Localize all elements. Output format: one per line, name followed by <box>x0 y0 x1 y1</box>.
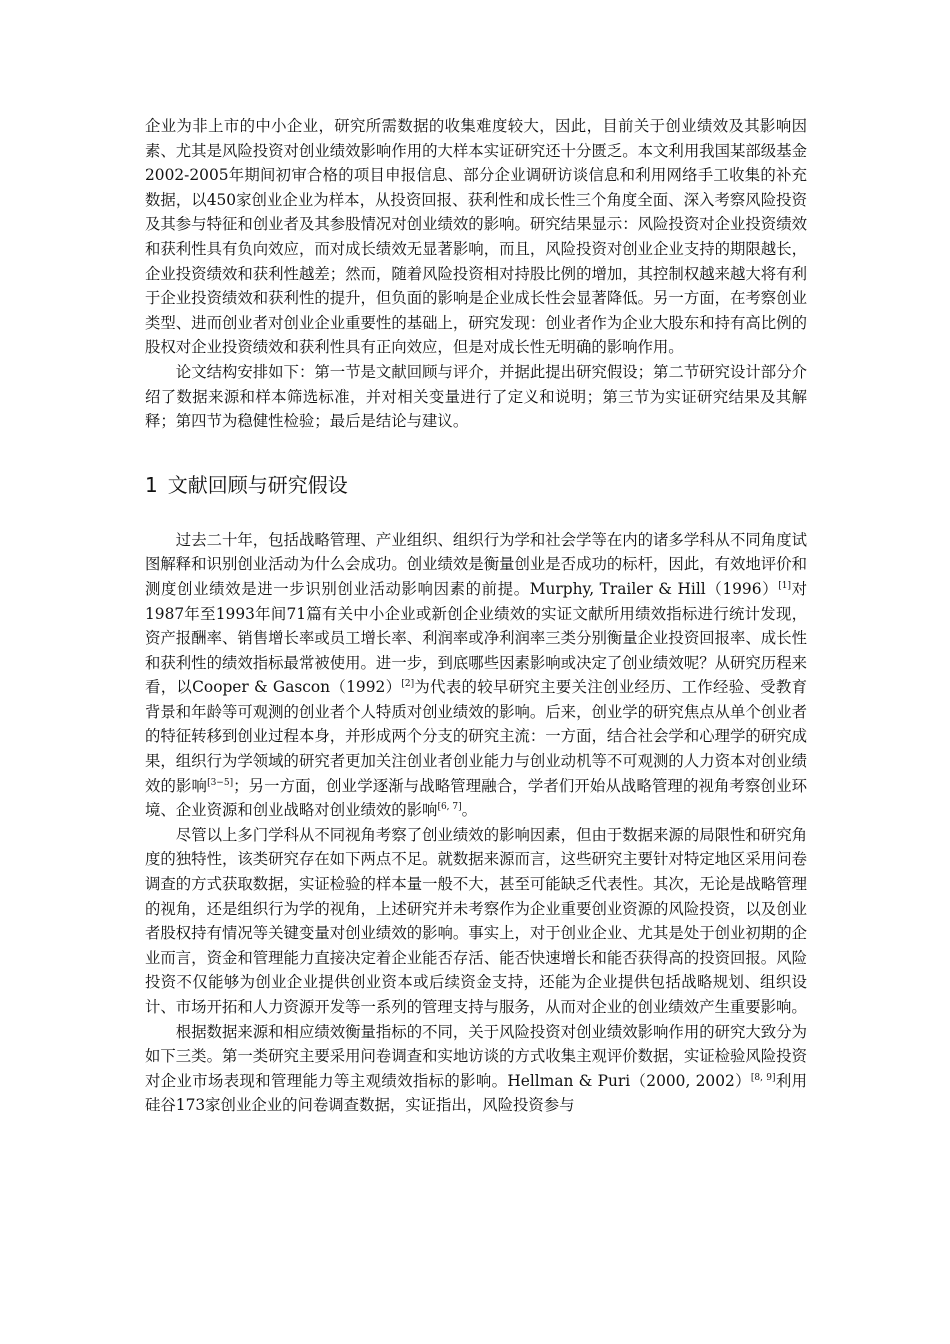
citation: [2] <box>401 679 415 690</box>
text-run: 利用硅谷173家创业企业的问卷调查数据，实证指出，风险投资参与 <box>145 1071 807 1115</box>
paper-page <box>145 114 807 1118</box>
section-heading <box>145 471 807 499</box>
body-paragraph-2: 尽管以上多门学科从不同视角考察了创业绩效的影响因素，但由于数据来源的局限性和研究角度的独特性，该类研究存在如下两点不足。就数据来源而言，这些研究主要针对特定地区采用问卷调查的方式获取数据，实证检验的样本量一般不大，甚至可能缺乏代表性。其次，无论是战略管理的视角，还是组织行为学的视角，上述研究并未考察作为企业重要创业资源的风险投资，以及创业者股权持有情况等关键变量对创业绩效的影响。事实上，对于创业企业、尤其是处于创业初期的企业而言，资金和管理能力直接决定着企业能否存活、能否快速增长和能否获得高的投资回报。风险投资不仅能够为创业企业提供创业资本或后续资金支持，还能为企业提供包括战略规划、组织设计、市场开拓和人力资源开发等一系列的管理支持与服务，从而对企业的创业绩效产生重要影响。 <box>145 825 807 1016</box>
text-run: ；另一方面，创业学逐渐与战略管理融合，学者们开始从战略管理的视角考察创业环境、企业资源和创业战略对创业绩效的影响 <box>145 776 807 820</box>
text-run: 为代表的较早研究主要关注创业经历、工作经验、受教育背景和年龄等可观测的创业者个人特质对创业绩效的影响。后来，创业学的研究焦点从单个创业者的特征转移到创业过程本身，并形成两个分支的研究主流：一方面，结合社会学和心理学的研究成果，组织行为学领域的研究者更加关注创业者创业能力与创业动机等不可观测的人力资本对创业绩效的影响 <box>145 678 807 795</box>
text-run: 根据数据来源和相应绩效衡量指标的不同，关于风险投资对创业绩效影响作用的研究大致分为如下三类。第一类研究主要采用问卷调查和实地访谈的方式收集主观评价数据，实证检验风险投资对企业市场表现和管理能力等主观绩效指标的影响。Hellman & Puri（2000, 2002） <box>145 1022 807 1090</box>
citation: [1] <box>778 580 791 591</box>
section-title: 文献回顾与研究假设 <box>167 472 348 497</box>
text-run: 过去二十年，包括战略管理、产业组织、组织行为学和社会学等在内的诸多学科从不同角度试图解释和识别创业活动为什么会成功。创业绩效是衡量创业是否成功的标杆，因此，有效地评价和测度创业绩效是进一步识别创业活动影响因素的前提。Murphy, Trailer & Hill（1996） <box>145 530 807 598</box>
section-number: 1 <box>145 472 158 497</box>
text-run: 。 <box>461 801 478 820</box>
citation: [6, 7] <box>437 802 462 813</box>
text-run: 对1987年至1993年间71篇有关中小企业或新创企业绩效的实证文献所用绩效指标进行统计发现，资产报酬率、销售增长率或员工增长率、利润率或净利润率三类分别衡量企业投资回报率、成长性和获利性的绩效指标最常被使用。进一步，到底哪些因素影响或决定了创业绩效呢？从研究历程来看，以Cooper & Gascon（1992） <box>145 579 807 697</box>
citation: [3−5] <box>207 777 234 788</box>
body-paragraph-3 <box>145 1020 807 1118</box>
body-paragraph-1 <box>145 528 807 823</box>
intro-paragraph-2: 论文结构安排如下：第一节是文献回顾与评介，并据此提出研究假设；第二节研究设计部分介绍了数据来源和样本筛选标准，并对相关变量进行了定义和说明；第三节为实证研究结果及其解释；第四节为稳健性检验；最后是结论与建议。 <box>145 362 807 431</box>
intro-paragraph-1: 企业为非上市的中小企业，研究所需数据的收集难度较大，因此，目前关于创业绩效及其影响因素、尤其是风险投资对创业绩效影响作用的大样本实证研究还十分匮乏。本文利用我国某部级基金2002-2005年期间初审合格的项目申报信息、部分企业调研访谈信息和利用网络手工收集的补充数据，以450家创业企业为样本，从投资回报、获利性和成长性三个角度全面、深入考察风险投资及其参与特征和创业者及其参股情况对创业绩效的影响。研究结果显示：风险投资对企业投资绩效和获利性具有负向效应，而对成长绩效无显著影响，而且，风险投资对创业企业支持的期限越长，企业投资绩效和获利性越差；然而，随着风险投资相对持股比例的增加，其控制权越来越大将有利于企业投资绩效和获利性的提升，但负面的影响是企业成长性会显著降低。另一方面，在考察创业类型、进而创业者对创业企业重要性的基础上，研究发现：创业者作为企业大股东和持有高比例的股权对企业投资绩效和获利性具有正向效应，但是对成长性无明确的影响作用。 <box>145 117 807 357</box>
citation: [8, 9] <box>750 1072 776 1083</box>
